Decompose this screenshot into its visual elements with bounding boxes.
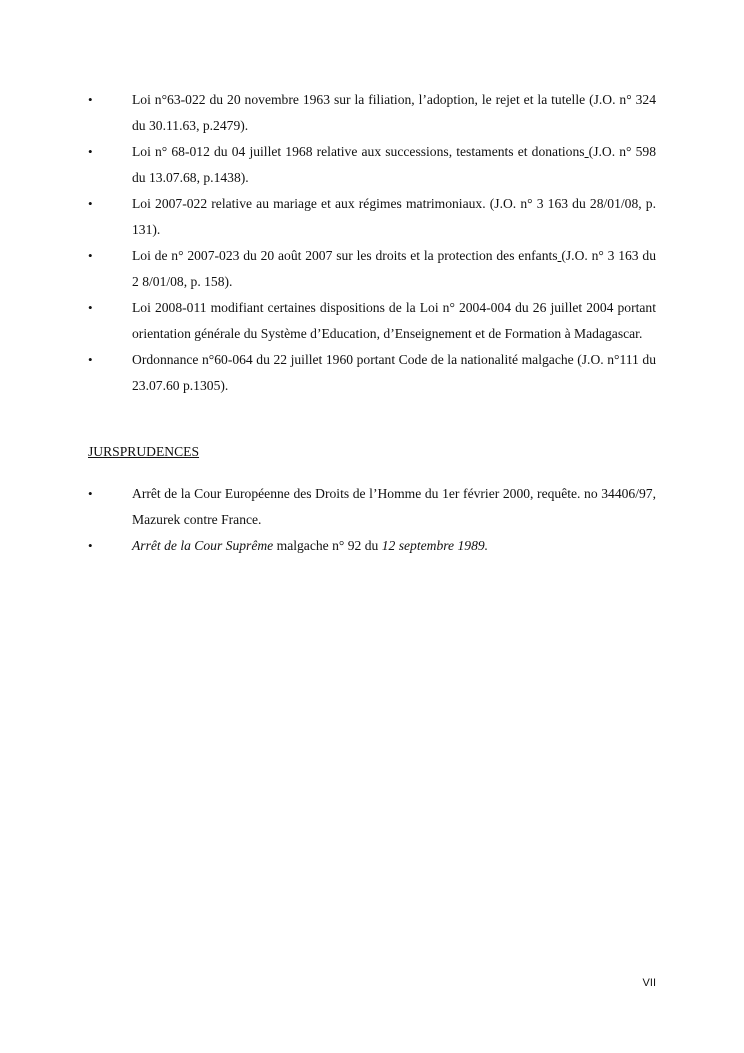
jurisprudence-heading: JURSPRUDENCES <box>88 444 200 459</box>
jurisprudence-list <box>88 481 656 559</box>
law-reference-item <box>88 295 656 347</box>
jurisprudence-item <box>88 533 656 559</box>
law-reference-item <box>88 87 656 139</box>
reference-text: 12 septembre 1989. <box>381 538 489 553</box>
reference-text: Arrêt de la Cour Européenne des Droits de l’Homme du 1er février 2000, requête. no 34406/97, Mazurek contre France. <box>132 486 656 527</box>
bullet-icon: • <box>88 92 93 107</box>
reference-text: Ordonnance n°60-064 du 22 juillet 1960 portant Code de la nationalité malgache (J.O. n°111 du 23.07.60 p.1305). <box>132 352 656 393</box>
reference-text: Arrêt de la Cour Suprême <box>132 538 274 553</box>
reference-text: Loi de n° 2007-023 du 20 août 2007 sur les droits et la protection des enfants <box>132 248 558 263</box>
bullet-icon: • <box>88 300 93 315</box>
reference-text: Loi n° 68-012 du 04 juillet 1968 relative aux successions, testaments et donations <box>132 144 585 159</box>
bullet-icon: • <box>88 196 93 211</box>
reference-text: Loi 2008-011 modifiant certaines dispositions de la Loi n° 2004-004 du 26 juillet 2004 portant orientation générale du Système d’Education, d’Enseignement et de Formation à Madagascar. <box>132 300 656 341</box>
law-reference-item <box>88 139 656 191</box>
bullet-icon: • <box>88 486 93 501</box>
bullet-icon: • <box>88 144 93 159</box>
jurisprudence-item <box>88 481 656 533</box>
reference-text: malgache n° 92 du <box>273 538 382 553</box>
laws-list <box>88 87 656 399</box>
page-number: VII <box>642 977 656 989</box>
reference-text: Loi n°63-022 du 20 novembre 1963 sur la filiation, l’adoption, le rejet et la tutelle (J.O. n° 324 du 30.11.63, p.2479). <box>132 92 656 133</box>
reference-text: (J.O. n° 598 du 13.07.68, p.1438). <box>132 144 656 185</box>
bullet-icon: • <box>88 248 93 263</box>
reference-text: Loi 2007-022 relative au mariage et aux régimes matrimoniaux. (J.O. n° 3 163 du 28/01/08, p. 131). <box>132 196 656 237</box>
law-reference-item <box>88 347 656 399</box>
reference-text: (J.O. n° 3 163 du 2 8/01/08, p. 158). <box>132 248 656 289</box>
bullet-icon: • <box>88 352 93 367</box>
law-reference-item <box>88 191 656 243</box>
law-reference-item <box>88 243 656 295</box>
bullet-icon: • <box>88 538 93 553</box>
